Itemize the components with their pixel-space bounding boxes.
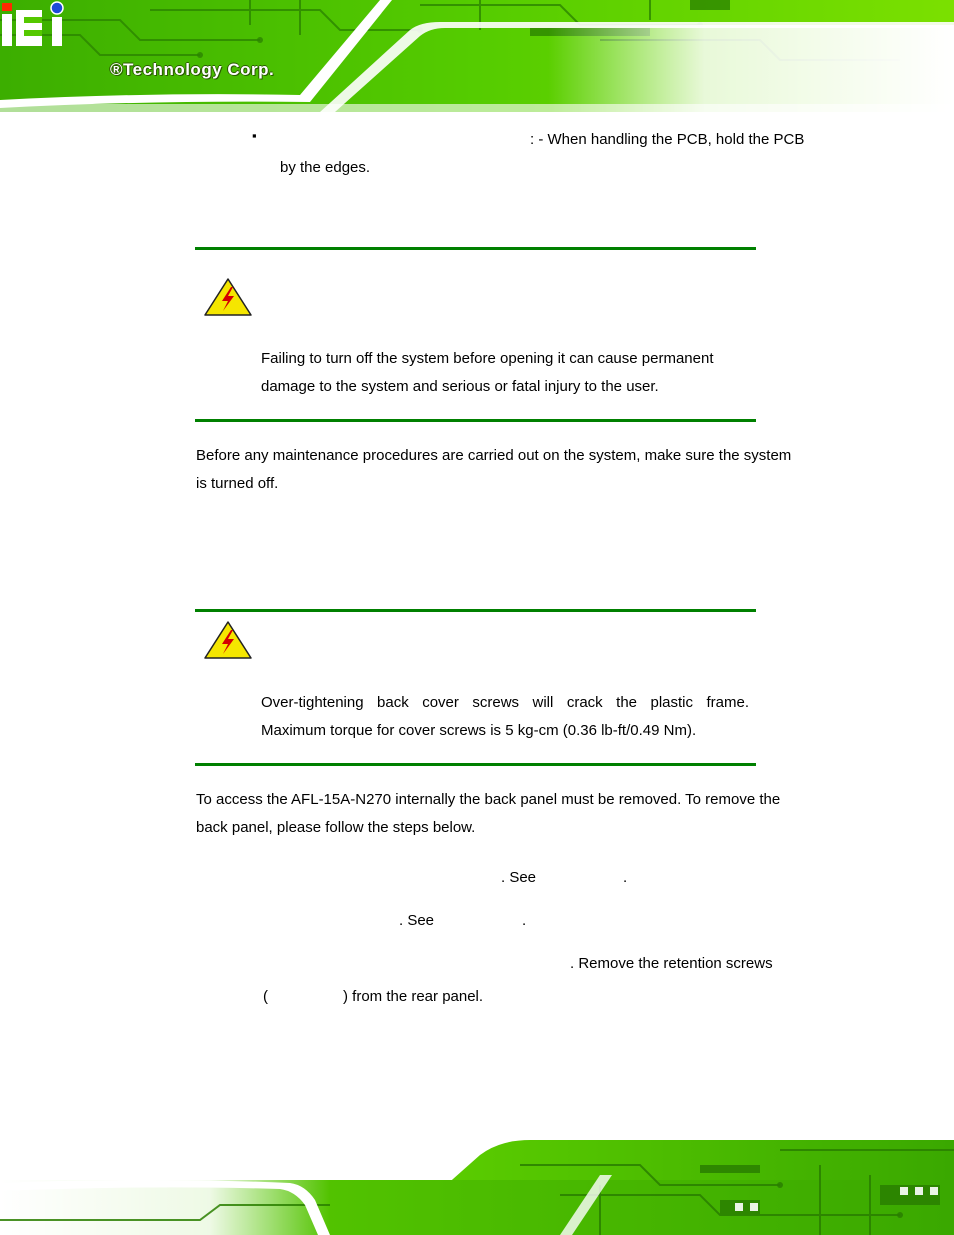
- header-circuit-graphic: [0, 0, 954, 112]
- bullet-text-line2: by the edges.: [280, 159, 371, 176]
- bullet-marker: ▪: [252, 128, 257, 143]
- warning-icon: [203, 277, 253, 317]
- page-header-banner: [0, 0, 954, 112]
- step3-text: . Remove the retention screws: [570, 955, 773, 972]
- step1-see-text: . See: [501, 869, 537, 886]
- step2-see-text: . See: [399, 912, 435, 929]
- step3-text-end: ) from the rear panel.: [343, 988, 484, 1005]
- page-footer-banner: [0, 1125, 954, 1235]
- logo-company-name: ®Technology Corp.: [110, 60, 275, 79]
- paragraph-line: Before any maintenance procedures are carried out on the system, make sure the system: [196, 447, 792, 464]
- warning-bottom-rule: [195, 763, 756, 766]
- step3-open-paren: (: [263, 988, 268, 1005]
- warning-icon: [203, 620, 253, 660]
- step1-period: .: [623, 869, 628, 886]
- bullet-text-line1: : - When handling the PCB, hold the PCB: [530, 131, 805, 148]
- footer-circuit-graphic: [0, 1125, 954, 1235]
- paragraph-line: To access the AFL-15A-N270 internally the back panel must be removed. To remove the: [196, 791, 781, 808]
- iei-logo: [0, 0, 70, 50]
- warning-text-line2: Maximum torque for cover screws is 5 kg-cm (0.36 lb-ft/0.49 Nm).: [261, 722, 697, 739]
- warning-bottom-rule: [195, 419, 756, 422]
- warning-text-line1: Failing to turn off the system before opening it can cause permanent: [261, 350, 714, 367]
- paragraph-line: is turned off.: [196, 475, 279, 492]
- step2-period: .: [522, 912, 527, 929]
- paragraph-line: back panel, please follow the steps below.: [196, 819, 476, 836]
- warning-text-line1: Over-tightening back cover screws will crack the plastic frame.: [261, 694, 749, 711]
- warning-top-rule: [195, 609, 756, 612]
- warning-top-rule: [195, 247, 756, 250]
- warning-text-line2: damage to the system and serious or fatal injury to the user.: [261, 378, 659, 395]
